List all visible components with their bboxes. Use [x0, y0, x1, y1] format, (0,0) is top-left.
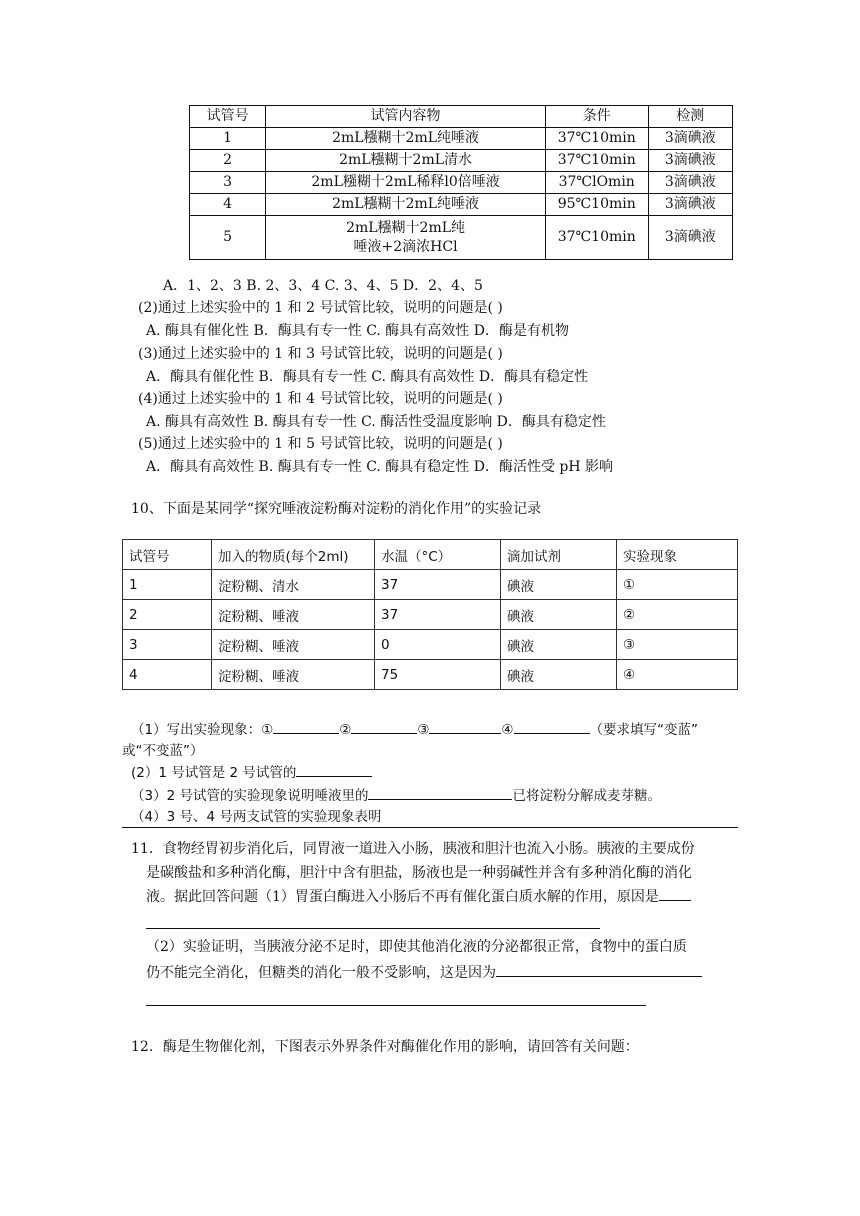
- q11-line: [146, 886, 691, 908]
- cell-substance: 淀粉糊、唾液: [212, 660, 375, 690]
- cell-content-line: 2mL糨糊十2mL纯: [346, 219, 466, 236]
- table-row: [190, 150, 733, 172]
- header-cell: 滴加试剂: [501, 540, 617, 570]
- cell-substance: 淀粉糊、唾液: [212, 600, 375, 630]
- cell-tube-no: 4: [190, 194, 266, 216]
- cell-tube-no: 4: [123, 660, 212, 690]
- header-cell: 加入的物质(每个2ml): [212, 540, 375, 570]
- table-row: [123, 570, 738, 600]
- q10-2-text: (2）1 号试管是 2 号试管的: [131, 765, 297, 781]
- header-cell: 水温（°C）: [375, 540, 501, 570]
- experiment-table-1: [189, 105, 733, 260]
- q12-text: 12．酶是生物催化剂，下图表示外界条件对酶催化作用的影响，请回答有关问题：: [131, 1039, 639, 1055]
- q11-line: 11．食物经胃初步消化后，同胃液一道进入小肠，胰液和胆汁也流入小肠。胰液的主要成份: [131, 841, 695, 857]
- answer-blank[interactable]: [659, 886, 691, 901]
- q11-line: 是碳酸盐和多种消化酶，胆汁中含有胆盐，肠液也是一种弱碱性并含有多种消化酶的消化: [146, 865, 692, 881]
- cell-tube-no: 2: [190, 150, 266, 172]
- q4-stem: (4)通过上述实验中的 1 和 4 号试管比较，说明的问题是( ): [138, 391, 503, 407]
- q10-4-text: （4）3 号、4 号两支试管的实验现象表明: [131, 809, 382, 825]
- answer-line: [122, 827, 738, 828]
- cell-temperature: 37: [375, 570, 501, 600]
- header-cell: 条件: [545, 106, 648, 128]
- q10-2-line: [131, 762, 372, 784]
- cell-tube-no: 3: [123, 630, 212, 660]
- table-row: [190, 128, 733, 150]
- q3-options: A．酶具有催化性 B．酶具有专一性 C. 酶具有高效性 D．酶具有稳定性: [146, 369, 589, 385]
- q5-stem: (5)通过上述实验中的 1 和 5 号试管比较，说明的问题是( ): [138, 436, 503, 452]
- cell-condition: 37℃10min: [545, 150, 648, 172]
- q10-1-mark: ③: [417, 722, 430, 738]
- answer-blank[interactable]: [514, 719, 590, 734]
- cell-test: 3滴碘液: [648, 216, 732, 260]
- table-row: [123, 630, 738, 660]
- answer-blank[interactable]: [296, 762, 372, 777]
- header-cell: 检测: [648, 106, 732, 128]
- cell-temperature: 75: [375, 660, 501, 690]
- cell-tube-no: 1: [190, 128, 266, 150]
- cell-test: 3滴碘液: [648, 172, 732, 194]
- cell-content-line: 唾液+2滴浓HCl: [353, 238, 458, 255]
- q10-3-line: [131, 785, 661, 807]
- cell-substance: 淀粉糊、唾液: [212, 630, 375, 660]
- cell-content: 2mL糨糊十2mL清水: [266, 150, 546, 172]
- cell-condition: 37℃lOmin: [545, 172, 648, 194]
- cell-condition: 37℃10min: [545, 128, 648, 150]
- cell-reagent: 碘液: [501, 630, 617, 660]
- cell-tube-no: 3: [190, 172, 266, 194]
- cell-result: ①: [617, 570, 738, 600]
- table-row: [123, 660, 738, 690]
- cell-content: 2mL糨糊十2mL纯唾液: [266, 194, 546, 216]
- table-row: [190, 172, 733, 194]
- q10-1-continuation: 或“不变蓝”）: [122, 743, 204, 759]
- cell-content: 2mL糨糊十2mL稀释l0倍唾液: [266, 172, 546, 194]
- cell-tube-no: 1: [123, 570, 212, 600]
- cell-content: [266, 216, 546, 260]
- header-cell: 实验现象: [617, 540, 738, 570]
- q1-options: A．1、2、3 B. 2、3、4 C. 3、4、5 D．2、4、5: [163, 278, 483, 294]
- cell-reagent: 碘液: [501, 600, 617, 630]
- q11-2-text: 仍不能完全消化，但糖类的消化一般不受影响，这是因为: [146, 965, 496, 981]
- header-cell: 试管号: [190, 106, 266, 128]
- answer-blank[interactable]: [368, 785, 512, 800]
- header-cell: 试管号: [123, 540, 212, 570]
- cell-test: 3滴碘液: [648, 150, 732, 172]
- answer-blank[interactable]: [273, 719, 339, 734]
- q4-options: A. 酶具有高效性 B. 酶具有专一性 C. 酶活性受温度影响 D．酶具有稳定性: [146, 414, 606, 430]
- table-header-row: [190, 106, 733, 128]
- table-header-row: [123, 540, 738, 570]
- q10-1-tail: （要求填写“变蓝”: [589, 722, 699, 738]
- cell-result: ④: [617, 660, 738, 690]
- q11-1-text: 液。据此回答问题（1）胃蛋白酶进入小肠后不再有催化蛋白质水解的作用，原因是: [146, 889, 659, 905]
- cell-tube-no: 5: [190, 216, 266, 260]
- q10-1-line: [131, 719, 698, 741]
- cell-test: 3滴碘液: [648, 194, 732, 216]
- table-row: [190, 194, 733, 216]
- q11-2-line: （2）实验证明，当胰液分泌不足时，即使其他消化液的分泌都很正常，食物中的蛋白质: [146, 939, 687, 955]
- q10-title: 10、下面是某同学“探究唾液淀粉酶对淀粉的消化作用”的实验记录: [131, 501, 542, 517]
- q10-1-prefix: （1）写出实验现象：①: [131, 722, 274, 738]
- table-row: [123, 600, 738, 630]
- cell-reagent: 碘液: [501, 660, 617, 690]
- q10-3-suffix: 已将淀粉分解成麦芽糖。: [512, 788, 661, 804]
- q10-3-prefix: （3）2 号试管的实验现象说明唾液里的: [131, 788, 369, 804]
- table-row: [190, 216, 733, 260]
- cell-result: ③: [617, 630, 738, 660]
- answer-blank[interactable]: [351, 719, 417, 734]
- cell-test: 3滴碘液: [648, 128, 732, 150]
- cell-temperature: 0: [375, 630, 501, 660]
- q10-1-mark: ②: [339, 722, 352, 738]
- q10-1-mark: ④: [501, 722, 514, 738]
- q5-options: A．酶具有高效性 B. 酶具有专一性 C. 酶具有稳定性 D．酶活性受 pH 影响: [146, 459, 614, 475]
- q11-2-line: [146, 962, 702, 984]
- cell-content: 2mL糨糊十2mL纯唾液: [266, 128, 546, 150]
- q2-options: A. 酶具有催化性 B．酶具有专一性 C. 酶具有高效性 D．酶是有机物: [146, 323, 569, 339]
- cell-substance: 淀粉糊、清水: [212, 570, 375, 600]
- cell-result: ②: [617, 600, 738, 630]
- q3-stem: (3)通过上述实验中的 1 和 3 号试管比较，说明的问题是( ): [138, 346, 503, 362]
- answer-line: [146, 1005, 646, 1006]
- cell-condition: 95℃10min: [545, 194, 648, 216]
- cell-condition: 37℃10min: [545, 216, 648, 260]
- cell-temperature: 37: [375, 600, 501, 630]
- answer-line: [146, 928, 600, 929]
- header-cell: 试管内容物: [266, 106, 546, 128]
- cell-tube-no: 2: [123, 600, 212, 630]
- cell-reagent: 碘液: [501, 570, 617, 600]
- experiment-table-2: [122, 539, 738, 690]
- q2-stem: (2)通过上述实验中的 1 和 2 号试管比较，说明的问题是( ): [138, 300, 503, 316]
- answer-blank[interactable]: [496, 962, 702, 977]
- answer-blank[interactable]: [429, 719, 501, 734]
